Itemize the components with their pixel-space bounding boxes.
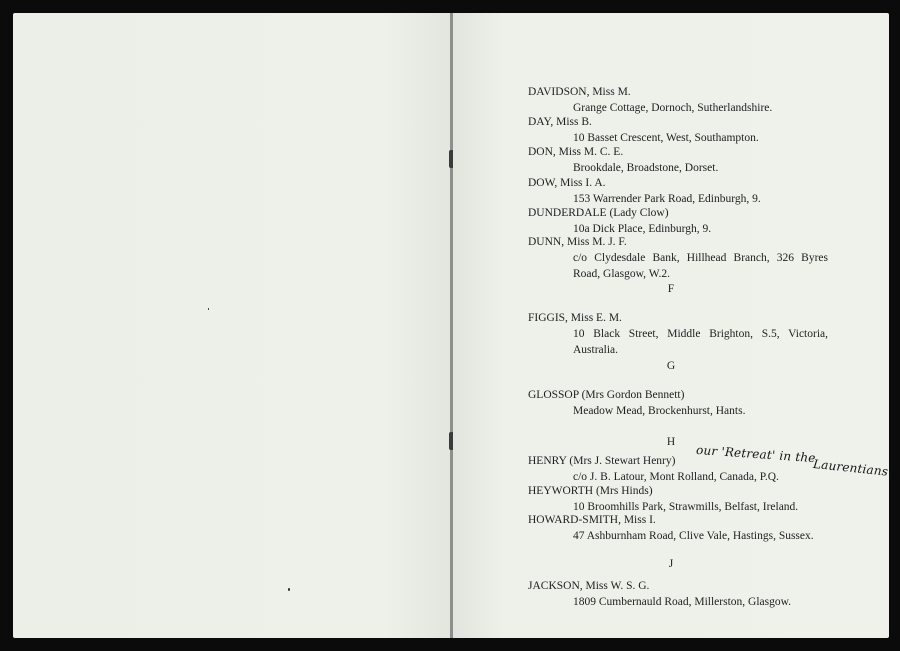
left-page-blank <box>13 13 450 638</box>
directory-entry <box>528 114 848 146</box>
section-letter-g: G <box>666 360 676 372</box>
entry-address: 10a Dick Place, Edinburgh, 9. <box>573 223 712 235</box>
directory-entry <box>528 512 848 544</box>
entry-address: 1809 Cumbernauld Road, Millerston, Glasgow. <box>573 596 792 608</box>
directory-entry <box>528 310 848 358</box>
handwritten-note-line1: our 'Retreat' in the <box>695 442 817 466</box>
handwritten-note-line2: Laurentians. <box>812 456 893 480</box>
entry-address: Meadow Mead, Brockenhurst, Hants. <box>573 405 746 417</box>
right-page-directory <box>453 13 893 638</box>
entry-address: 153 Warrender Park Road, Edinburgh, 9. <box>573 193 761 205</box>
directory-entry <box>528 578 848 610</box>
entry-name: HOWARD-SMITH, Miss I. <box>528 514 656 526</box>
entry-name: DON, Miss M. C. E. <box>528 146 624 158</box>
entry-name: DUNN, Miss M. J. F. <box>528 236 627 248</box>
directory-entry <box>528 483 848 515</box>
section-letter-h: H <box>666 436 676 448</box>
entry-name: JACKSON, Miss W. S. G. <box>528 580 650 592</box>
entry-name: DOW, Miss I. A. <box>528 177 606 189</box>
directory-entry <box>528 175 848 207</box>
directory-entry <box>528 234 848 282</box>
entry-address: 10 Basset Crescent, West, Southampton. <box>573 132 759 144</box>
entry-name: GLOSSOP (Mrs Gordon Bennett) <box>528 389 685 401</box>
entry-address: 10 Broomhills Park, Strawmills, Belfast, Ireland. <box>573 501 799 513</box>
section-letter-j: J <box>668 558 674 570</box>
directory-entry <box>528 205 848 237</box>
entry-address: Grange Cottage, Dornoch, Sutherlandshire. <box>573 102 773 114</box>
entry-name: HENRY (Mrs J. Stewart Henry) <box>528 455 676 467</box>
directory-entry <box>528 387 848 419</box>
entry-address: 47 Ashburnham Road, Clive Vale, Hastings, Sussex. <box>573 530 814 542</box>
member-directory <box>453 13 893 638</box>
paper-speck <box>288 588 290 591</box>
entry-address: c/o J. B. Latour, Mont Rolland, Canada, P.Q. <box>573 471 779 483</box>
entry-name: HEYWORTH (Mrs Hinds) <box>528 485 653 497</box>
entry-name: DAY, Miss B. <box>528 116 592 128</box>
directory-entry <box>528 84 848 116</box>
paper-speck <box>208 308 209 310</box>
entry-name: DUNDERDALE (Lady Clow) <box>528 207 669 219</box>
section-letter-f: F <box>667 283 675 295</box>
entry-name: FIGGIS, Miss E. M. <box>528 312 622 324</box>
directory-entry <box>528 144 848 176</box>
entry-address: c/o Clydesdale Bank, Hillhead Branch, 326 Byres Road, Glasgow, W.2. <box>573 252 828 280</box>
entry-name: DAVIDSON, Miss M. <box>528 86 631 98</box>
entry-address: 10 Black Street, Middle Brighton, S.5, Victoria, Australia. <box>573 328 828 356</box>
entry-address: Brookdale, Broadstone, Dorset. <box>573 162 719 174</box>
